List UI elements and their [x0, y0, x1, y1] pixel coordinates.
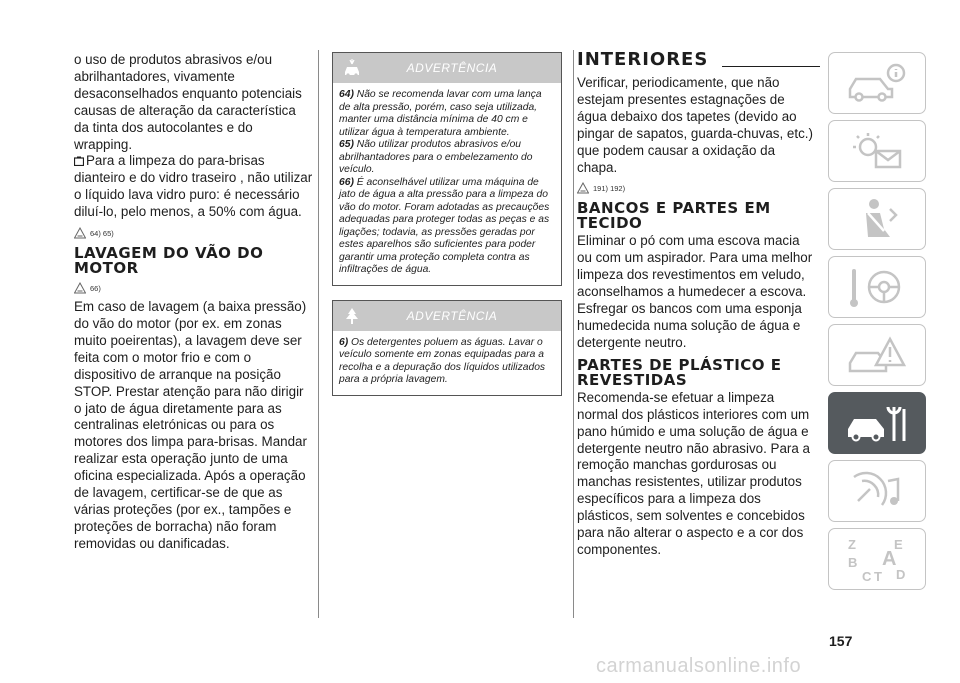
index-letter: A: [882, 548, 897, 570]
index-letter: E: [894, 537, 903, 552]
column-left: [74, 52, 314, 553]
warning-refs: [74, 281, 314, 295]
paragraph-seats-sponge: Esfregar os bancos com uma esponja humedecida numa solução de água e detergente neutro.: [577, 301, 802, 350]
tab-car-maintenance[interactable]: [828, 392, 926, 454]
tab-car-emergency[interactable]: [828, 324, 926, 386]
page-number: 157: [829, 633, 853, 649]
tab-warning-lights[interactable]: [828, 120, 926, 182]
warning-box-header: [333, 301, 561, 331]
warning-box-body: [333, 331, 561, 395]
refs-text: 191) 192): [593, 183, 626, 193]
warning-refs: [577, 181, 817, 195]
warning-item: 66) É aconselhável utilizar uma máquina de jato de água a alta pressão para a limpeza do vão do motor. Foram adotadas as precauções adequadas para proteger todas as peças e as ligações; todavia, as pressões geradas por estes aparelhos são suficientes para poder garantir uma proteção completa contra as infiltrações de água.: [339, 176, 550, 275]
warning-triangle-icon: [577, 182, 589, 194]
warning-triangle-icon: [74, 282, 86, 294]
refs-text: 66): [90, 283, 101, 293]
title-rule: [722, 66, 820, 67]
column-middle: [332, 52, 562, 410]
index-letter: Z: [848, 537, 856, 552]
tab-alphabet-index[interactable]: [828, 528, 926, 590]
tab-car-info[interactable]: [828, 52, 926, 114]
warning-box-header: [333, 53, 561, 83]
warning-box: [332, 52, 562, 286]
refs-text: 64) 65): [90, 228, 114, 238]
paragraph-plastics: Recomenda-se efetuar a limpeza normal dos plásticos interiores com um pano húmido e uma solução de água e detergente neutro não abrasivo. Para a remoção manchas gordurosas ou manchas resistentes, utilizar produtos específicos para a limpeza dos plásticos, sem solventes e concebidos para não alterar o aspecto e a cor dos componentes.: [577, 389, 811, 557]
seat-safety-icon: [844, 195, 910, 243]
tab-key-steering[interactable]: [828, 256, 926, 318]
warning-item: 64) Não se recomenda lavar com uma lança de alta pressão, porém, caso seja utilizada, manter uma distância mínima de 40 cm e utilizar água à temperatura ambiente.: [339, 89, 542, 138]
warning-item: 65) Não utilizar produtos abrasivos e/ou abrilhantadores para o embelezamento do veículo.: [339, 139, 533, 175]
warning-box-title: ADVERTÊNCIA: [406, 308, 498, 323]
multimedia-icon: [844, 467, 910, 515]
car-maintenance-icon: [844, 399, 910, 447]
key-steering-icon: [844, 263, 910, 311]
warning-item: 6) Os detergentes poluem as águas. Lavar o veículo somente em zonas equipadas para a recolha e a depuração dos líquidos utilizados para a própria lavagem.: [339, 336, 546, 385]
warning-refs: [74, 226, 314, 240]
warning-box-body: [333, 83, 561, 285]
chapter-sidebar: [828, 52, 928, 596]
warning-triangle-icon: [74, 227, 86, 239]
paragraph-engine-wash: Em caso de lavagem (a baixa pressão) do vão do motor (por ex. em zonas muito poeirentas), a lavagem deve ser feita com o motor frio e com o dispositivo de arranque na posição STOP. Prestar atenção para não dirigir o jato de água diretamente para as centralinas eletrónicas ou para os motores dos limpa para-brisas. Mandar realizar esta operação junto de uma oficina especializada. Após a operação de lavagem, certificar-se de que as várias proteções (por ex., tampões e proteções de borracha) não foram removidas ou danificadas.: [74, 299, 307, 551]
paragraph-abrasives: o uso de produtos abrasivos e/ou abrilhantadores, vivamente desaconselhados enquanto potenciais causas de alteração da característica da tinta dos autocolantes e do wrapping.: [74, 52, 302, 152]
warning-lights-icon: [844, 127, 910, 175]
section-title: INTERIORES: [577, 52, 817, 67]
paragraph-windscreen: Para a limpeza do para-brisas dianteiro e do vidro traseiro , não utilizar o líquido lava vidro puro: é necessário diluí-lo, pelo menos, a 50% com água.: [74, 153, 313, 220]
warning-box-title: ADVERTÊNCIA: [406, 61, 498, 75]
index-letter: D: [896, 567, 906, 582]
index-letter: B: [848, 555, 858, 570]
index-letter: T: [874, 569, 882, 583]
alphabet-index-icon: [844, 535, 910, 583]
column-right: [577, 49, 817, 559]
tab-multimedia[interactable]: [828, 460, 926, 522]
car-info-icon: [844, 59, 910, 107]
paragraph-seats-dust: Eliminar o pó com uma escova macia ou com um aspirador. Para uma melhor limpeza dos revestimentos em veludo, aconselhamos a humedecer a escova.: [577, 233, 813, 300]
heading-plastics: PARTES DE PLÁSTICO E REVESTIDAS: [577, 355, 782, 389]
column-divider: [573, 50, 574, 618]
heading-seats: BANCOS E PARTES EM TECIDO: [577, 199, 771, 233]
watermark: carmanualsonline.info: [596, 655, 802, 677]
heading-engine-wash: LAVAGEM DO VÃO DO MOTOR: [74, 244, 264, 278]
warning-box: [332, 300, 562, 396]
tab-seat-safety[interactable]: [828, 188, 926, 250]
index-letter: C: [862, 569, 872, 583]
paragraph-interiors: Verificar, periodicamente, que não estejam presentes estagnações de água debaixo dos tapetes (devido ao pingar de sapatos, guarda-chuvas, etc.) que podem causar a oxidação da chapa.: [577, 75, 813, 175]
column-divider: [318, 50, 319, 618]
maintenance-icon: [74, 156, 84, 166]
car-emergency-icon: [844, 331, 910, 379]
